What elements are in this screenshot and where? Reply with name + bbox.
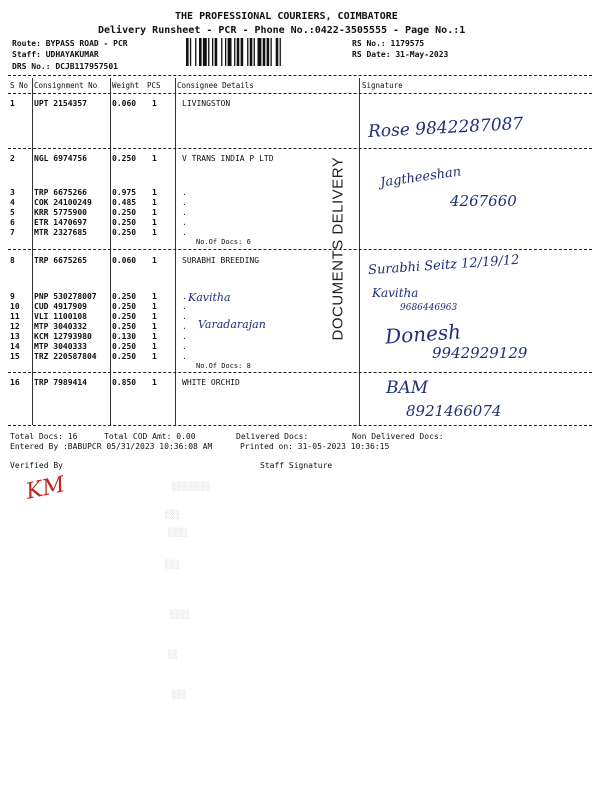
- row-pcs: 1: [152, 228, 157, 237]
- row-consignment: VLI 1100108: [34, 312, 87, 321]
- delivered-docs: Delivered Docs:: [236, 432, 309, 441]
- row-consignee: SURABHI BREEDING: [182, 256, 260, 265]
- row-sno: 2: [10, 154, 15, 163]
- row-pcs: 1: [152, 218, 157, 227]
- row-consignment: TRZ 220587804: [34, 352, 97, 361]
- row-consignee: .: [182, 208, 187, 217]
- runsheet-title: Delivery Runsheet - PCR - Phone No.:0422-3505555 - Page No.:1: [98, 25, 466, 36]
- signature-2-phone: 4267660: [450, 192, 517, 210]
- row-pcs: 1: [152, 352, 157, 361]
- row-weight: 0.250: [112, 218, 137, 227]
- row-consignment: KCM 12793980: [34, 332, 92, 341]
- total-docs: Total Docs: 16: [10, 432, 78, 441]
- row-consignment: KRR 5775900: [34, 208, 87, 217]
- row-pcs: 1: [152, 188, 157, 197]
- row-consignment: ETR 1470697: [34, 218, 87, 227]
- show-through-mark: ░░░░: [168, 528, 188, 537]
- row-sno: 12: [10, 322, 20, 331]
- non-delivered-docs: Non Delivered Docs:: [352, 432, 444, 441]
- docs-count: No.Of Docs: 6: [196, 238, 251, 246]
- show-through-mark: ░░░░: [170, 610, 190, 619]
- row-consignment: TRP 6675265: [34, 256, 87, 265]
- divider: [8, 75, 592, 76]
- row-pcs: 1: [152, 256, 157, 265]
- row-weight: 0.060: [112, 256, 137, 265]
- show-through-mark: ░░░: [172, 690, 187, 699]
- row-weight: 0.130: [112, 332, 137, 341]
- signature-4: Kavitha: [372, 286, 419, 300]
- row-weight: 0.250: [112, 302, 137, 311]
- col-weight: Weight: [112, 81, 140, 90]
- handwritten-kavitha: Kavitha: [188, 291, 231, 304]
- row-sno: 10: [10, 302, 20, 311]
- drs-number: DRS No.: DCJB117957501: [12, 62, 118, 71]
- handwritten-name: Varadarajan: [198, 318, 266, 331]
- row-sno: 5: [10, 208, 15, 217]
- signature-6-phone: 8921466074: [406, 402, 502, 420]
- row-weight: 0.850: [112, 378, 137, 387]
- row-consignment: MTP 3040333: [34, 342, 87, 351]
- signature-4-phone: 9686446963: [400, 303, 458, 313]
- row-sno: 7: [10, 228, 15, 237]
- row-weight: 0.975: [112, 188, 137, 197]
- signature-2: Jagtheeshan: [379, 164, 463, 191]
- show-through-mark: ░░░░░░░░: [172, 482, 211, 491]
- row-sno: 9: [10, 292, 15, 301]
- divider: [8, 425, 592, 426]
- row-consignee: WHITE ORCHID: [182, 378, 240, 387]
- barcode: [186, 38, 346, 66]
- row-consignee: .: [182, 218, 187, 227]
- row-weight: 0.060: [112, 99, 137, 108]
- row-sno: 6: [10, 218, 15, 227]
- row-consignee: .: [182, 292, 187, 301]
- row-sno: 15: [10, 352, 20, 361]
- row-consignee: .: [182, 352, 187, 361]
- row-pcs: 1: [152, 292, 157, 301]
- col-consignment: Consignment No: [34, 81, 98, 90]
- row-consignee: .: [182, 312, 187, 321]
- row-weight: 0.250: [112, 352, 137, 361]
- signature-1: Rose 9842287087: [367, 113, 524, 143]
- row-pcs: 1: [152, 342, 157, 351]
- verifier-initials: KM: [23, 472, 68, 505]
- row-weight: 0.250: [112, 208, 137, 217]
- row-consignment: CUD 4917909: [34, 302, 87, 311]
- row-pcs: 1: [152, 378, 157, 387]
- divider: [8, 148, 592, 149]
- docs-count: No.Of Docs: 8: [196, 362, 251, 370]
- row-sno: 16: [10, 378, 20, 387]
- row-pcs: 1: [152, 208, 157, 217]
- show-through-mark: ░░░: [165, 560, 180, 569]
- row-consignment: NGL 6974756: [34, 154, 87, 163]
- row-sno: 8: [10, 256, 15, 265]
- row-sno: 4: [10, 198, 15, 207]
- signature-3: Surabhi Seitz 12/19/12: [367, 252, 520, 279]
- row-consignee: V TRANS INDIA P LTD: [182, 154, 274, 163]
- row-consignee: .: [182, 188, 187, 197]
- row-consignment: UPT 2154357: [34, 99, 87, 108]
- row-weight: 0.250: [112, 312, 137, 321]
- total-cod: Total COD Amt: 0.00: [104, 432, 196, 441]
- col-sno: S No: [10, 81, 29, 90]
- row-consignee: .: [182, 322, 187, 331]
- row-consignment: PNP 530278007: [34, 292, 97, 301]
- staff-signature-label: Staff Signature: [260, 461, 333, 470]
- row-pcs: 1: [152, 198, 157, 207]
- row-pcs: 1: [152, 322, 157, 331]
- row-weight: 0.485: [112, 198, 137, 207]
- row-sno: 3: [10, 188, 15, 197]
- printed-on: Printed on: 31-05-2023 10:36:15: [240, 442, 390, 451]
- col-consignee: Consignee Details: [177, 81, 254, 90]
- entered-by: Entered By :BABUPCR 05/31/2023 10:36:08 AM: [10, 442, 213, 451]
- col-pcs: PCS: [147, 81, 161, 90]
- row-pcs: 1: [152, 312, 157, 321]
- divider: [8, 93, 592, 94]
- row-sno: 13: [10, 332, 20, 341]
- rs-number: RS No.: 1179575: [352, 39, 425, 48]
- row-sno: 14: [10, 342, 20, 351]
- row-consignee: .: [182, 198, 187, 207]
- row-sno: 1: [10, 99, 15, 108]
- row-consignee: .: [182, 228, 187, 237]
- row-sno: 11: [10, 312, 20, 321]
- col-signature: Signature: [362, 81, 403, 90]
- documents-delivery-stamp: DOCUMENTS DELIVERY: [329, 156, 347, 341]
- divider: [8, 372, 592, 373]
- row-weight: 0.250: [112, 292, 137, 301]
- company-name: THE PROFESSIONAL COURIERS, COIMBATORE: [175, 11, 398, 22]
- show-through-mark: ░░░: [165, 510, 180, 519]
- signature-6: BAM: [386, 378, 429, 398]
- divider: [8, 249, 592, 250]
- row-weight: 0.250: [112, 154, 137, 163]
- rs-date: RS Date: 31-May-2023: [352, 50, 449, 59]
- show-through-mark: ░░: [168, 650, 178, 659]
- row-consignment: TRP 7989414: [34, 378, 87, 387]
- row-consignment: MTP 3040332: [34, 322, 87, 331]
- row-weight: 0.250: [112, 228, 137, 237]
- row-consignee: .: [182, 332, 187, 341]
- row-pcs: 1: [152, 154, 157, 163]
- row-consignment: MTR 2327685: [34, 228, 87, 237]
- row-consignee: .: [182, 302, 187, 311]
- row-consignee: LIVINGSTON: [182, 99, 231, 108]
- row-pcs: 1: [152, 302, 157, 311]
- verified-by-label: Verified By: [10, 461, 63, 470]
- route-label: Route: BYPASS ROAD - PCR: [12, 39, 128, 48]
- row-consignment: COK 24100249: [34, 198, 92, 207]
- row-weight: 0.250: [112, 342, 137, 351]
- signature-5-phone: 9942929129: [432, 344, 528, 362]
- row-pcs: 1: [152, 332, 157, 341]
- row-pcs: 1: [152, 99, 157, 108]
- row-consignment: TRP 6675266: [34, 188, 87, 197]
- staff-label: Staff: UDHAYAKUMAR: [12, 50, 99, 59]
- row-consignee: .: [182, 342, 187, 351]
- row-weight: 0.250: [112, 322, 137, 331]
- signature-5: Donesh: [384, 319, 462, 349]
